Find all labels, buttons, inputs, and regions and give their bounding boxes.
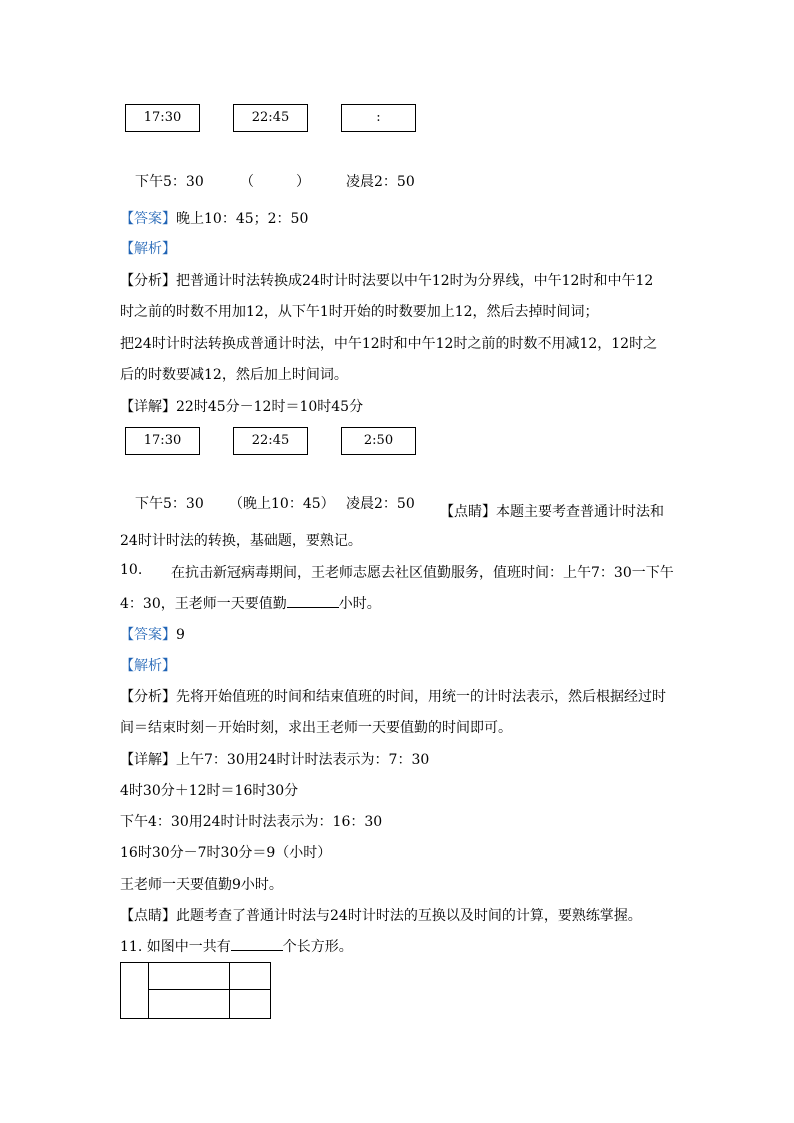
- q10-answer-tag: 【答案】: [120, 627, 176, 643]
- analysis-line-3: 把24时计时法转换成普通计时法，中午12时和中午12时之前的时数不用减12，12时之: [120, 336, 658, 352]
- q10-line-2a: 4：30，王老师一天要值勤: [120, 596, 287, 612]
- q10-detail-4: 16时30分－7时30分＝9（小时）: [120, 845, 332, 861]
- analysis-line-2: 时之前的时数不用加12，从下午1时开始的时数要加上12，然后去掉时间词；: [120, 304, 599, 320]
- q10-detail-3: 下午4：30用24时计时法表示为：16：30: [120, 814, 383, 830]
- label-am-250: 凌晨2：50: [346, 174, 415, 190]
- point-line-2: 24时计时法的转换，基础题，要熟记。: [120, 533, 362, 549]
- q10-number: 10.: [120, 562, 143, 578]
- answer-label-1: 下午5：30: [135, 496, 204, 512]
- q10-analysis-2: 间＝结束时刻－开始时刻，求出王老师一天要值勤的时间即可。: [120, 720, 512, 736]
- time-box-1: 17:30: [125, 104, 200, 132]
- figure-divider-left: [148, 963, 149, 1018]
- q11-text-a: 11. 如图中一共有: [120, 939, 231, 955]
- time-box-2: 22:45: [233, 104, 308, 132]
- answer-line: [120, 208, 308, 228]
- point-line-1: 【点睛】本题主要考查普通计时法和: [440, 504, 664, 520]
- time-box-answer-2: 22:45: [233, 427, 308, 455]
- q10-detail-5: 王老师一天要值勤9小时。: [120, 877, 283, 893]
- label-blank: （ ）: [240, 174, 310, 190]
- answer-label-3: 凌晨2：50: [346, 496, 415, 512]
- time-box-answer-3: 2:50: [341, 427, 416, 455]
- figure-divider-right: [229, 963, 230, 1018]
- figure-divider-horizontal: [148, 989, 270, 990]
- q10-answer-line: [120, 624, 185, 644]
- q10-point: 【点睛】此题考查了普通计时法与24时计时法的互换以及时间的计算，要熟练掌握。: [120, 908, 642, 924]
- q10-answer: 9: [176, 627, 185, 643]
- q10-jiexi-tag: 【解析】: [120, 658, 176, 674]
- q10-detail-2: 4时30分＋12时＝16时30分: [120, 783, 299, 799]
- q10-line-1: 在抗击新冠病毒期间，王老师志愿去社区值勤服务，值班时间：上午7：30一下午: [171, 565, 674, 581]
- detail-line: 【详解】22时45分－12时＝10时45分: [120, 399, 364, 415]
- q10-answer-blank: [287, 593, 339, 608]
- label-pm-530: 下午5：30: [135, 174, 204, 190]
- q10-analysis-1: 【分析】先将开始值班的时间和结束值班的时间，用统一的计时法表示，然后根据经过时: [120, 689, 666, 705]
- q11-question: [120, 936, 353, 956]
- q11-answer-blank: [231, 936, 283, 951]
- jiexi-tag: 【解析】: [120, 241, 176, 257]
- analysis-line-4: 后的时数要减12，然后加上时间词。: [120, 367, 348, 383]
- analysis-line-1: 【分析】把普通计时法转换成24时计时法要以中午12时为分界线，中午12时和中午12: [120, 273, 654, 289]
- answer-tag: 【答案】: [120, 211, 176, 227]
- q11-text-b: 个长方形。: [282, 939, 353, 955]
- answer-text: 晚上10：45；2：50: [176, 211, 309, 227]
- answer-label-2: （晚上10：45）: [229, 496, 335, 512]
- time-box-answer-1: 17:30: [125, 427, 200, 455]
- q10-line-2b: 小时。: [338, 596, 381, 612]
- q10-detail-1: 【详解】上午7：30用24时计时法表示为：7：30: [120, 752, 430, 768]
- rectangle-figure: [120, 962, 271, 1019]
- q10-line-2: [120, 593, 381, 613]
- time-box-3: :: [341, 104, 416, 132]
